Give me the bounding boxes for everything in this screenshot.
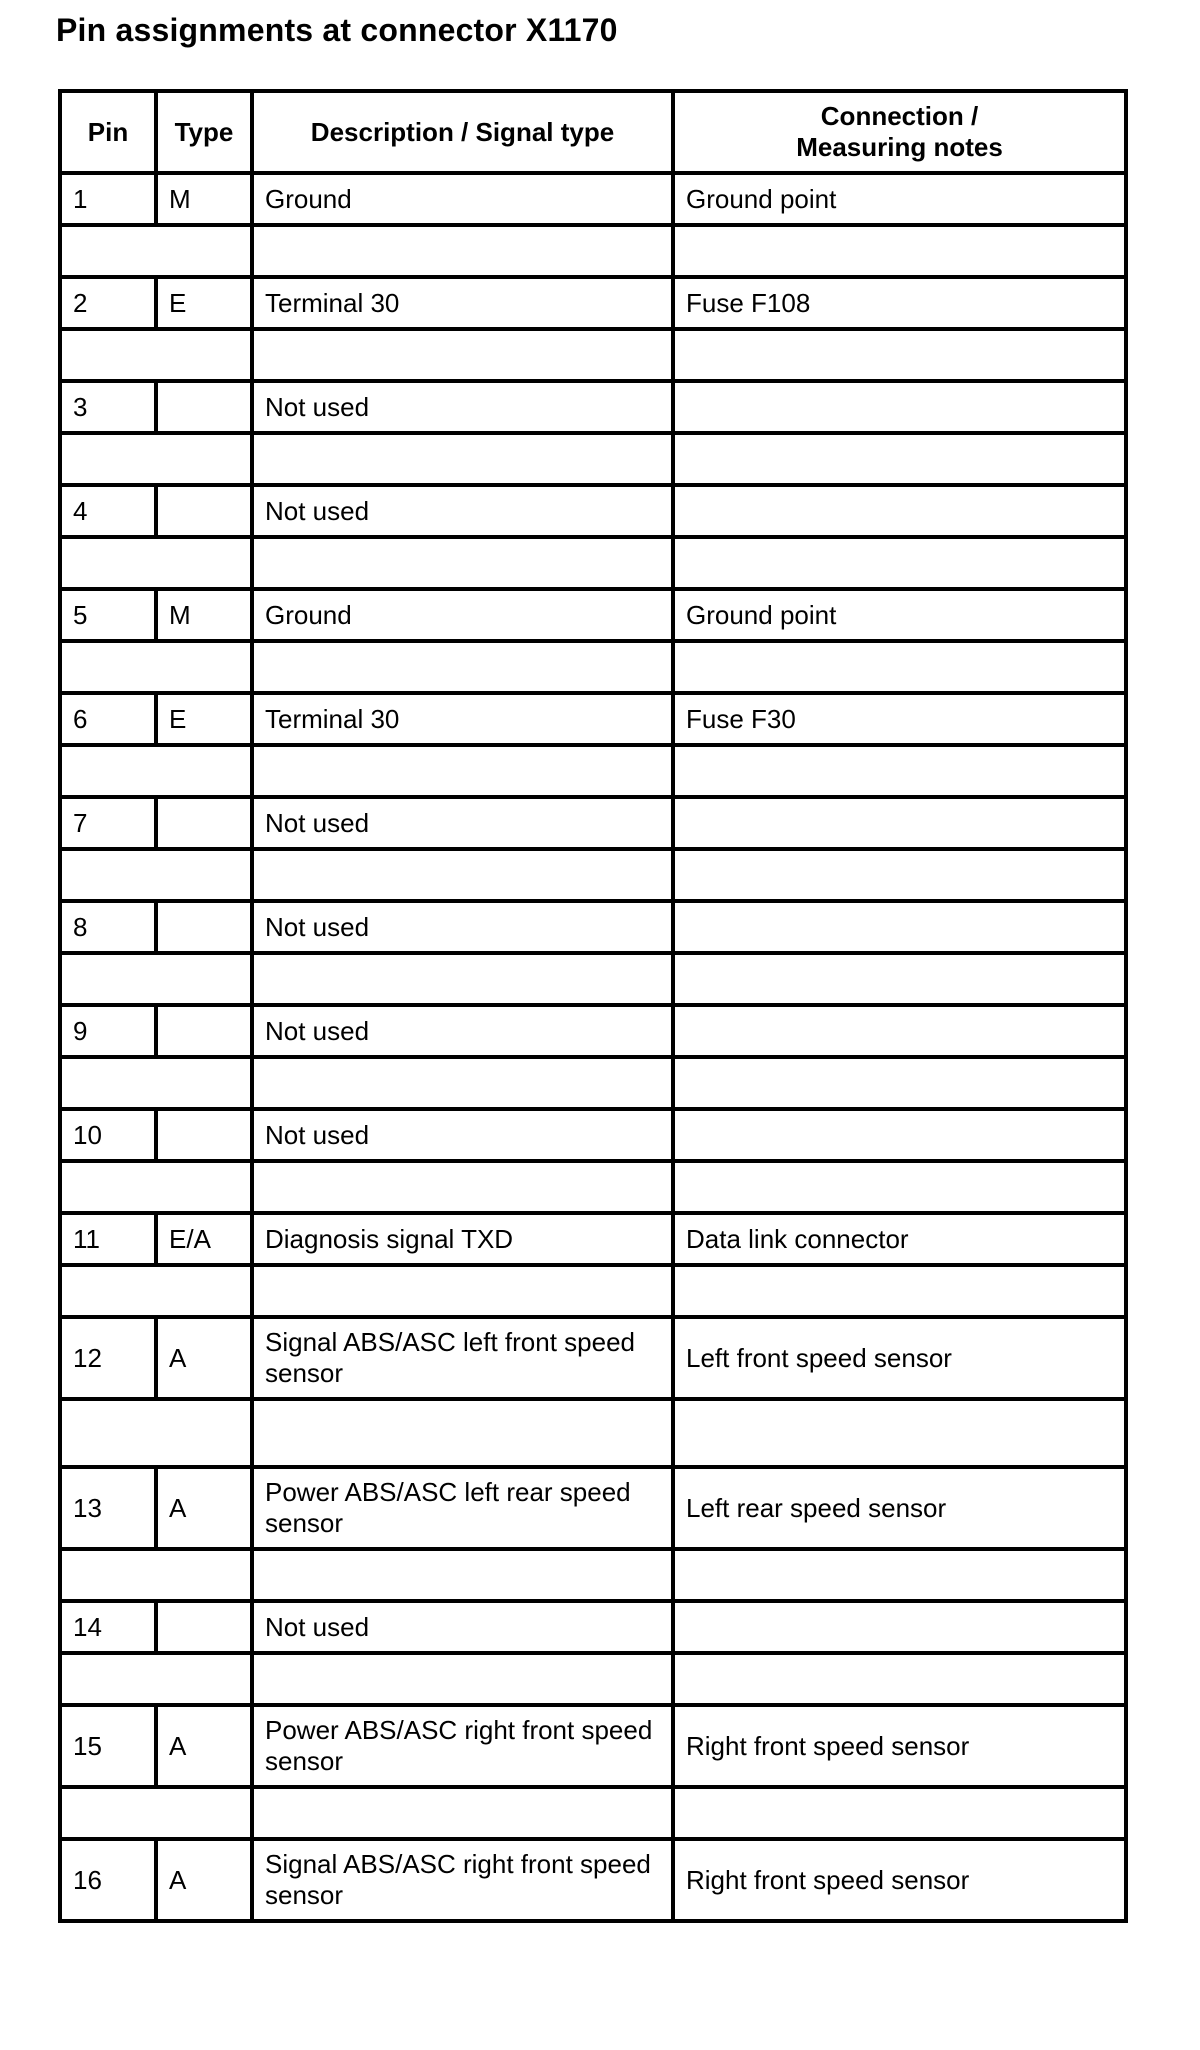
spacer-cell: [673, 745, 1126, 797]
connection-cell: [673, 901, 1126, 953]
type-cell: [156, 1109, 252, 1161]
spacer-cell: [673, 849, 1126, 901]
table-row: [60, 1839, 1126, 1921]
spacer-cell: [60, 329, 252, 381]
type-cell: E/A: [156, 1213, 252, 1265]
pin-cell: 6: [60, 693, 156, 745]
spacer-cell: [673, 329, 1126, 381]
type-cell: A: [156, 1467, 252, 1549]
spacer-cell: [252, 641, 673, 693]
spacer-row: [60, 1399, 1126, 1467]
description-cell: Signal ABS/ASC right front speed sensor: [252, 1839, 673, 1921]
pin-cell: 12: [60, 1317, 156, 1399]
header-pin: Pin: [60, 91, 156, 173]
type-cell: A: [156, 1317, 252, 1399]
spacer-cell: [60, 745, 252, 797]
spacer-cell: [60, 1265, 252, 1317]
pin-cell: 1: [60, 173, 156, 225]
spacer-cell: [252, 537, 673, 589]
spacer-cell: [252, 433, 673, 485]
connection-cell: Left front speed sensor: [673, 1317, 1126, 1399]
spacer-cell: [252, 1265, 673, 1317]
pin-cell: 16: [60, 1839, 156, 1921]
spacer-cell: [673, 953, 1126, 1005]
spacer-cell: [60, 1399, 252, 1467]
spacer-cell: [60, 537, 252, 589]
type-cell: M: [156, 173, 252, 225]
header-connection-line1: Connection /: [820, 101, 979, 131]
header-connection-line2: Measuring notes: [796, 132, 1003, 162]
spacer-row: [60, 1787, 1126, 1839]
description-cell: Power ABS/ASC left rear speed sensor: [252, 1467, 673, 1549]
pin-cell: 13: [60, 1467, 156, 1549]
spacer-cell: [673, 1787, 1126, 1839]
description-cell: Diagnosis signal TXD: [252, 1213, 673, 1265]
type-cell: A: [156, 1705, 252, 1787]
table-row: [60, 1467, 1126, 1549]
spacer-row: [60, 1265, 1126, 1317]
description-cell: Signal ABS/ASC left front speed sensor: [252, 1317, 673, 1399]
spacer-row: [60, 225, 1126, 277]
spacer-cell: [673, 1549, 1126, 1601]
header-type: Type: [156, 91, 252, 173]
spacer-cell: [60, 1549, 252, 1601]
description-cell: Not used: [252, 1601, 673, 1653]
table-row: [60, 1109, 1126, 1161]
spacer-row: [60, 953, 1126, 1005]
spacer-cell: [252, 225, 673, 277]
spacer-row: [60, 1161, 1126, 1213]
header-description: Description / Signal type: [252, 91, 673, 173]
spacer-cell: [60, 849, 252, 901]
spacer-cell: [673, 1057, 1126, 1109]
pin-cell: 7: [60, 797, 156, 849]
description-cell: Power ABS/ASC right front speed sensor: [252, 1705, 673, 1787]
spacer-cell: [673, 225, 1126, 277]
spacer-row: [60, 1653, 1126, 1705]
type-cell: E: [156, 693, 252, 745]
table-row: [60, 1317, 1126, 1399]
type-cell: [156, 797, 252, 849]
pin-assignment-table: [58, 89, 1128, 1923]
spacer-cell: [252, 1161, 673, 1213]
connection-cell: Right front speed sensor: [673, 1839, 1126, 1921]
spacer-row: [60, 537, 1126, 589]
spacer-cell: [60, 1057, 252, 1109]
pin-cell: 15: [60, 1705, 156, 1787]
spacer-cell: [60, 225, 252, 277]
pin-cell: 5: [60, 589, 156, 641]
connection-cell: [673, 1005, 1126, 1057]
connection-cell: Left rear speed sensor: [673, 1467, 1126, 1549]
table-row: [60, 173, 1126, 225]
type-cell: A: [156, 1839, 252, 1921]
spacer-cell: [252, 849, 673, 901]
spacer-cell: [673, 1161, 1126, 1213]
description-cell: Not used: [252, 1005, 673, 1057]
spacer-cell: [60, 1653, 252, 1705]
spacer-cell: [252, 1787, 673, 1839]
table-row: [60, 1213, 1126, 1265]
connection-cell: Fuse F30: [673, 693, 1126, 745]
description-cell: Terminal 30: [252, 277, 673, 329]
spacer-cell: [673, 537, 1126, 589]
description-cell: Not used: [252, 901, 673, 953]
description-cell: Not used: [252, 381, 673, 433]
pin-cell: 14: [60, 1601, 156, 1653]
spacer-cell: [60, 1161, 252, 1213]
connection-cell: [673, 381, 1126, 433]
description-cell: Terminal 30: [252, 693, 673, 745]
table-header-row: [60, 91, 1126, 173]
table-row: [60, 797, 1126, 849]
spacer-cell: [252, 1057, 673, 1109]
connection-cell: [673, 797, 1126, 849]
spacer-cell: [252, 745, 673, 797]
connection-cell: [673, 1601, 1126, 1653]
pin-cell: 10: [60, 1109, 156, 1161]
type-cell: [156, 1601, 252, 1653]
spacer-cell: [60, 641, 252, 693]
connection-cell: Ground point: [673, 173, 1126, 225]
type-cell: [156, 901, 252, 953]
pin-cell: 4: [60, 485, 156, 537]
table-row: [60, 1005, 1126, 1057]
pin-cell: 8: [60, 901, 156, 953]
table-row: [60, 901, 1126, 953]
type-cell: E: [156, 277, 252, 329]
spacer-row: [60, 1549, 1126, 1601]
spacer-cell: [673, 1653, 1126, 1705]
connection-cell: Data link connector: [673, 1213, 1126, 1265]
pin-cell: 11: [60, 1213, 156, 1265]
spacer-cell: [252, 1399, 673, 1467]
type-cell: [156, 381, 252, 433]
pin-cell: 2: [60, 277, 156, 329]
pin-cell: 9: [60, 1005, 156, 1057]
spacer-row: [60, 849, 1126, 901]
spacer-cell: [252, 1549, 673, 1601]
spacer-cell: [673, 1265, 1126, 1317]
table-row: [60, 277, 1126, 329]
table-row: [60, 1705, 1126, 1787]
connection-cell: [673, 485, 1126, 537]
type-cell: [156, 485, 252, 537]
description-cell: Not used: [252, 797, 673, 849]
connection-cell: Fuse F108: [673, 277, 1126, 329]
spacer-cell: [673, 433, 1126, 485]
connection-cell: [673, 1109, 1126, 1161]
description-cell: Not used: [252, 485, 673, 537]
spacer-cell: [60, 1787, 252, 1839]
description-cell: Ground: [252, 173, 673, 225]
connection-cell: Ground point: [673, 589, 1126, 641]
table-row: [60, 1601, 1126, 1653]
pin-cell: 3: [60, 381, 156, 433]
type-cell: [156, 1005, 252, 1057]
spacer-cell: [252, 1653, 673, 1705]
spacer-row: [60, 1057, 1126, 1109]
table-row: [60, 485, 1126, 537]
spacer-row: [60, 745, 1126, 797]
spacer-row: [60, 641, 1126, 693]
table-row: [60, 381, 1126, 433]
description-cell: Ground: [252, 589, 673, 641]
spacer-row: [60, 329, 1126, 381]
table-row: [60, 693, 1126, 745]
spacer-cell: [60, 433, 252, 485]
header-connection: [673, 91, 1126, 173]
type-cell: M: [156, 589, 252, 641]
spacer-cell: [252, 953, 673, 1005]
page-title: Pin assignments at connector X1170: [56, 12, 618, 48]
table-row: [60, 589, 1126, 641]
connection-cell: Right front speed sensor: [673, 1705, 1126, 1787]
spacer-cell: [252, 329, 673, 381]
description-cell: Not used: [252, 1109, 673, 1161]
spacer-cell: [673, 641, 1126, 693]
spacer-row: [60, 433, 1126, 485]
spacer-cell: [673, 1399, 1126, 1467]
spacer-cell: [60, 953, 252, 1005]
